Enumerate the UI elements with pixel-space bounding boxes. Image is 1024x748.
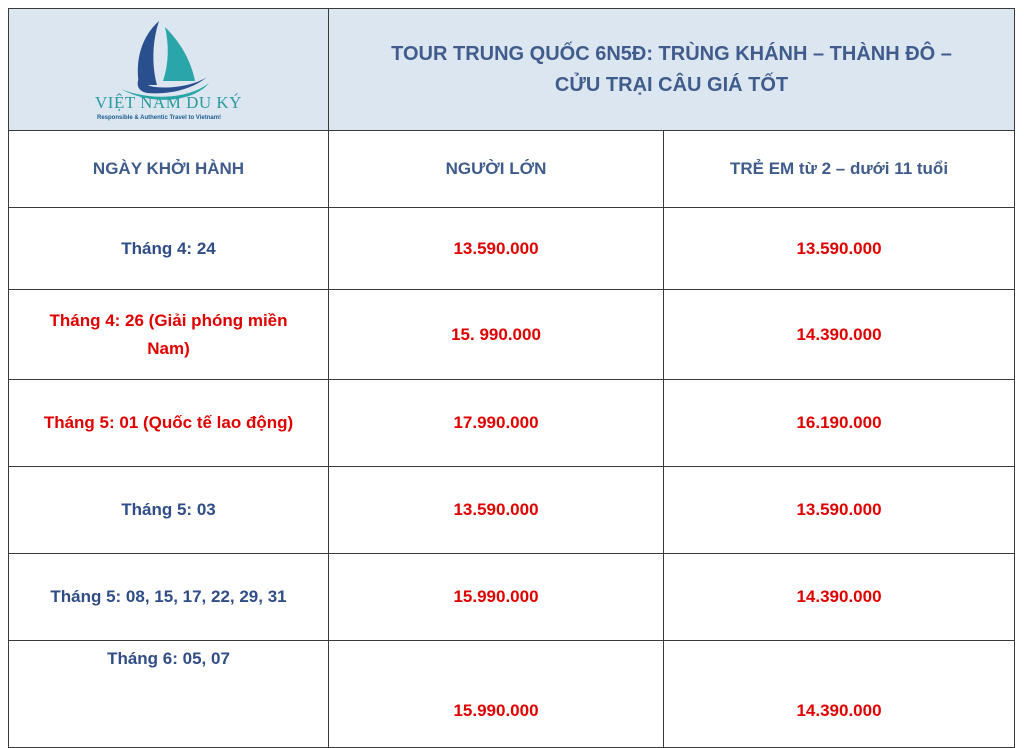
departure-date: Tháng 5: 08, 15, 17, 22, 29, 31: [9, 554, 329, 641]
table-row: [9, 208, 1015, 290]
table-row: [9, 290, 1015, 380]
tour-title: [337, 39, 1006, 101]
adult-price: 15. 990.000: [329, 290, 664, 380]
header-row: [9, 9, 1015, 131]
child-price: 13.590.000: [664, 208, 1015, 290]
table-row: [9, 554, 1015, 641]
title-cell: [329, 9, 1015, 131]
tour-title-line1: TOUR TRUNG QUỐC 6N5Đ: TRÙNG KHÁNH – THÀNH ĐÔ –: [391, 42, 952, 65]
column-header-row: [9, 131, 1015, 208]
logo-cell: [9, 9, 329, 131]
child-price: 16.190.000: [664, 380, 1015, 467]
departure-date-line2: Nam): [147, 338, 190, 358]
departure-date: Tháng 5: 01 (Quốc tế lao động): [9, 380, 329, 467]
tour-title-line2: CỬU TRẠI CÂU GIÁ TỐT: [554, 73, 789, 96]
tour-price-table: [8, 8, 1015, 748]
adult-price: 13.590.000: [329, 467, 664, 554]
brand-logo: [9, 9, 329, 130]
departure-date: Tháng 4: 24: [9, 208, 329, 290]
table-row: [9, 467, 1015, 554]
table-row: [9, 641, 1015, 748]
departure-date: Tháng 6: 05, 07: [9, 641, 329, 748]
departure-date: Tháng 5: 03: [9, 467, 329, 554]
child-price: 14.390.000: [664, 290, 1015, 380]
brand-wordmark: VIỆT NAM DU KÝ: [95, 93, 242, 112]
table-row: [9, 380, 1015, 467]
adult-price: 15.990.000: [329, 554, 664, 641]
column-header-adult: NGƯỜI LỚN: [329, 131, 664, 208]
column-header-child: TRẺ EM từ 2 – dưới 11 tuổi: [664, 131, 1015, 208]
adult-price: 15.990.000: [329, 641, 664, 748]
column-header-date: NGÀY KHỞI HÀNH: [9, 131, 329, 208]
departure-date: [9, 290, 329, 380]
child-price: 14.390.000: [664, 641, 1015, 748]
child-price: 13.590.000: [664, 467, 1015, 554]
brand-tagline: Responsible & Authentic Travel to Vietnam!: [97, 115, 222, 121]
departure-date-line1: Tháng 4: 26 (Giải phóng miền: [49, 310, 288, 330]
child-price: 14.390.000: [664, 554, 1015, 641]
adult-price: 13.590.000: [329, 208, 664, 290]
adult-price: 17.990.000: [329, 380, 664, 467]
